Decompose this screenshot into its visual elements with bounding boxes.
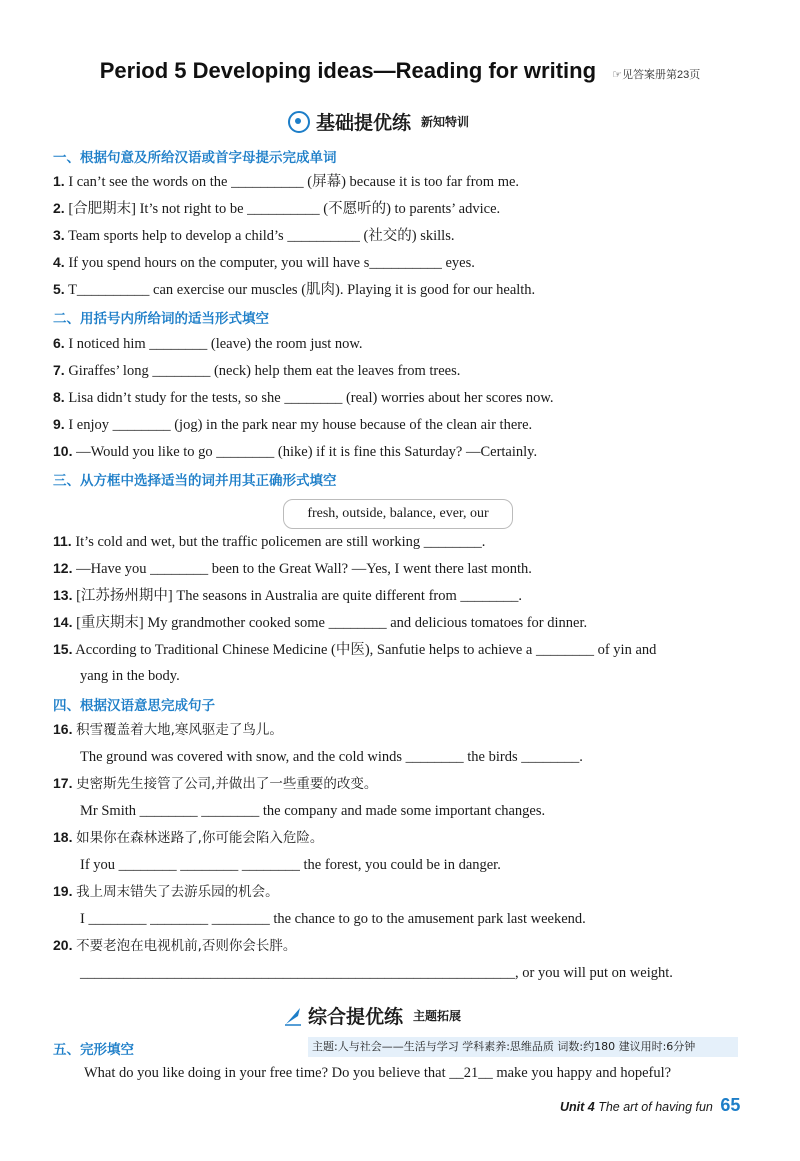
question-20-en: ____________________________________________________________, or you will put on weight. [80, 965, 673, 981]
target-icon [288, 111, 310, 133]
question-15-cont: yang in the body. [80, 668, 180, 684]
quill-icon [284, 1006, 302, 1026]
question-17-en: Mr Smith ________ ________ the company and made some important changes. [80, 803, 546, 819]
question-4: 4. If you spend hours on the computer, you will have s__________ eyes. [53, 254, 475, 271]
page-footer [560, 1095, 740, 1116]
topic-bar: 主题:人与社会——生活与学习 学科素养:思维品质 词数:约180 建议用时:6分钟 [308, 1037, 738, 1057]
question-20-cn: 20. 不要老泡在电视机前,否则你会长胖。 [53, 937, 297, 954]
question-16-cn: 16. 积雪覆盖着大地,寒风驱走了鸟儿。 [53, 721, 283, 738]
question-2: 2. [合肥期末] It’s not right to be __________ (不愿听的) to parents’ advice. [53, 200, 501, 217]
question-16-en: The ground was covered with snow, and the cold winds ________ the birds ________. [80, 749, 583, 765]
question-18-en: If you ________ ________ ________ the forest, you could be in danger. [80, 857, 501, 873]
question-19-en: I ________ ________ ________ the chance to go to the amusement park last weekend. [80, 911, 586, 927]
section-3-heading: 三、从方框中选择适当的词并用其正确形式填空 [53, 473, 337, 489]
footer-unit: Unit 4 [560, 1100, 595, 1114]
page-number: 65 [720, 1095, 741, 1115]
question-14: 14. [重庆期末] My grandmother cooked some ________ and delicious tomatoes for dinner. [53, 614, 588, 631]
section-1-heading: 一、根据句意及所给汉语或首字母提示完成单词 [53, 150, 337, 166]
question-13: 13. [江苏扬州期中] The seasons in Australia are quite different from ________. [53, 587, 523, 604]
page-title [0, 58, 800, 84]
section-5-heading: 五、完形填空 [53, 1042, 134, 1058]
footer-subtitle: The art of having fun [598, 1100, 713, 1114]
question-5: 5. T__________ can exercise our muscles (肌肉). Playing it is good for our health. [53, 281, 536, 298]
question-1: 1. I can’t see the words on the __________ (屏幕) because it is too far from me. [53, 173, 520, 190]
cloze-passage: What do you like doing in your free time? Do you believe that __21__ make you happy and hopeful? [84, 1065, 672, 1081]
question-9: 9. I enjoy ________ (jog) in the park near my house because of the clean air there. [53, 416, 533, 433]
banner-basic [288, 108, 469, 135]
banner-comprehensive-sub: 主题拓展 [413, 1009, 462, 1023]
section-2-heading: 二、用括号内所给词的适当形式填空 [53, 311, 269, 327]
question-3: 3. Team sports help to develop a child’s __________ (社交的) skills. [53, 227, 455, 244]
banner-comprehensive [284, 1002, 461, 1029]
question-10: 10. —Would you like to go ________ (hike) if it is fine this Saturday? —Certainly. [53, 443, 538, 460]
question-15: 15. According to Traditional Chinese Medicine (中医), Sanfutie helps to achieve a ________ of yin and [53, 641, 657, 658]
question-17-cn: 17. 史密斯先生接管了公司,并做出了一些重要的改变。 [53, 775, 378, 792]
word-box: fresh, outside, balance, ever, our [283, 499, 513, 529]
question-11: 11. It’s cold and wet, but the traffic policemen are still working ________. [53, 533, 486, 550]
question-6: 6. I noticed him ________ (leave) the room just now. [53, 335, 363, 352]
question-18-cn: 18. 如果你在森林迷路了,你可能会陷入危险。 [53, 829, 324, 846]
answer-reference: ☞见答案册第23页 [612, 69, 701, 81]
question-8: 8. Lisa didn’t study for the tests, so she ________ (real) worries about her scores now. [53, 389, 554, 406]
banner-basic-sub: 新知特训 [421, 115, 470, 129]
question-12: 12. —Have you ________ been to the Great Wall? —Yes, I went there last month. [53, 560, 532, 577]
question-7: 7. Giraffes’ long ________ (neck) help them eat the leaves from trees. [53, 362, 461, 379]
title-text: Period 5 Developing ideas—Reading for writing [99, 58, 597, 83]
question-19-cn: 19. 我上周末错失了去游乐园的机会。 [53, 883, 279, 900]
section-4-heading: 四、根据汉语意思完成句子 [53, 698, 215, 714]
banner-comprehensive-title: 综合提优练 [308, 1006, 404, 1028]
banner-basic-title: 基础提优练 [316, 112, 412, 134]
